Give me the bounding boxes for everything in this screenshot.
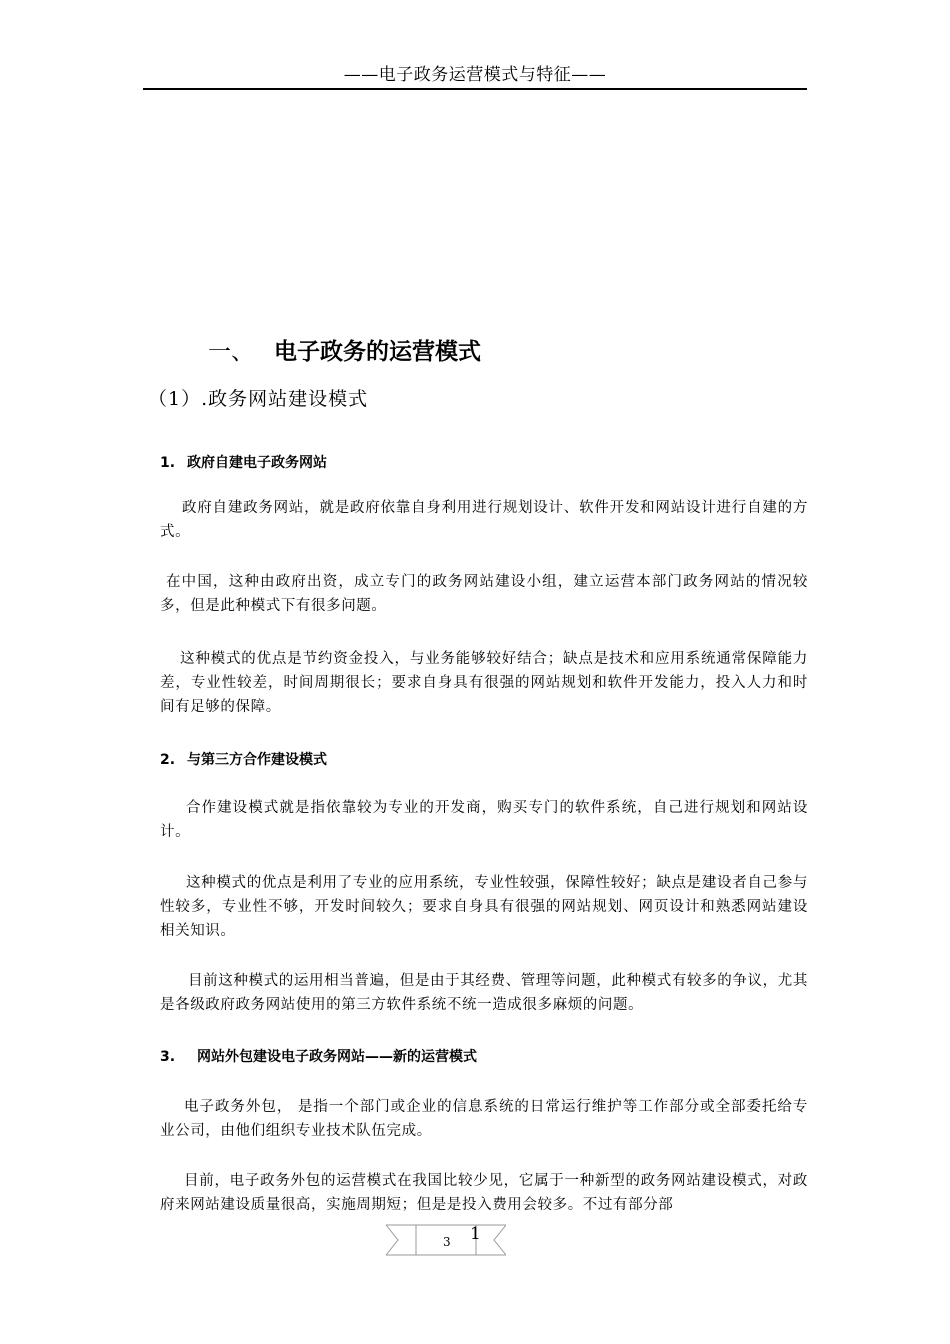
paragraph: 政府自建政务网站，就是政府依靠自身利用进行规划设计、软件开发和网站设计进行自建的方式。 [160, 500, 808, 540]
item-number: 1. [160, 455, 176, 471]
page-number: 3 [443, 1235, 451, 1249]
paragraph: 在中国，这种由政府出资，成立专门的政务网站建设小组，建立运营本部门政务网站的情况较多，但是此种模式下有很多问题。 [160, 574, 808, 614]
section-heading [208, 333, 481, 366]
paragraph: 目前这种模式的运用相当普遍，但是由于其经费、管理等问题，此种模式有较多的争议，尤其是各级政府政务网站使用的第三方软件系统不统一造成很多麻烦的问题。 [160, 973, 808, 1013]
subsection-heading: （1）.政务网站建设模式 [148, 388, 369, 410]
paragraph: 目前，电子政务外包的运营模式在我国比较少见，它属于一种新型的政务网站建设模式，对政府来网站建设质量很高，实施周期短；但是是投入费用会较多。不过有部分部 [160, 1173, 808, 1213]
paragraph: 这种模式的优点是利用了专业的应用系统，专业性较强，保障性较好；缺点是建设者自己参与性较多，专业性不够，开发时间较久；要求自身具有很强的网站规划、网页设计和熟悉网站建设相关知识。 [160, 875, 808, 939]
item-number: 2. [160, 752, 176, 768]
running-header: ——电子政务运营模式与特征—— [343, 65, 607, 85]
paragraph: 电子政务外包， 是指一个部门或企业的信息系统的日常运行维护等工作部分或全部委托给专业公司，由他们组织专业技术队伍完成。 [160, 1099, 808, 1139]
item-heading-2 [160, 749, 327, 769]
paragraph: 合作建设模式就是指依靠较为专业的开发商，购买专门的软件系统，自己进行规划和网站设计。 [160, 800, 808, 840]
item-heading-text: 与第三方合作建设模式 [187, 752, 327, 768]
page-number-secondary: 1 [470, 1224, 481, 1244]
item-heading-text: 网站外包建设电子政务网站——新的运营模式 [197, 1049, 477, 1065]
item-heading-3 [160, 1046, 477, 1066]
paragraph: 这种模式的优点是节约资金投入，与业务能够较好结合；缺点是技术和应用系统通常保障能力差，专业性较差，时间周期很长；要求自身具有很强的网站规划和软件开发能力，投入人力和时间有足够的保障。 [160, 651, 808, 715]
item-heading-text: 政府自建电子政务网站 [187, 455, 327, 471]
header-rule [143, 88, 807, 90]
section-title: 电子政务的运营模式 [274, 339, 481, 365]
item-number: 3. [160, 1049, 176, 1065]
section-number: 一、 [208, 339, 254, 365]
item-heading-1 [160, 452, 327, 472]
